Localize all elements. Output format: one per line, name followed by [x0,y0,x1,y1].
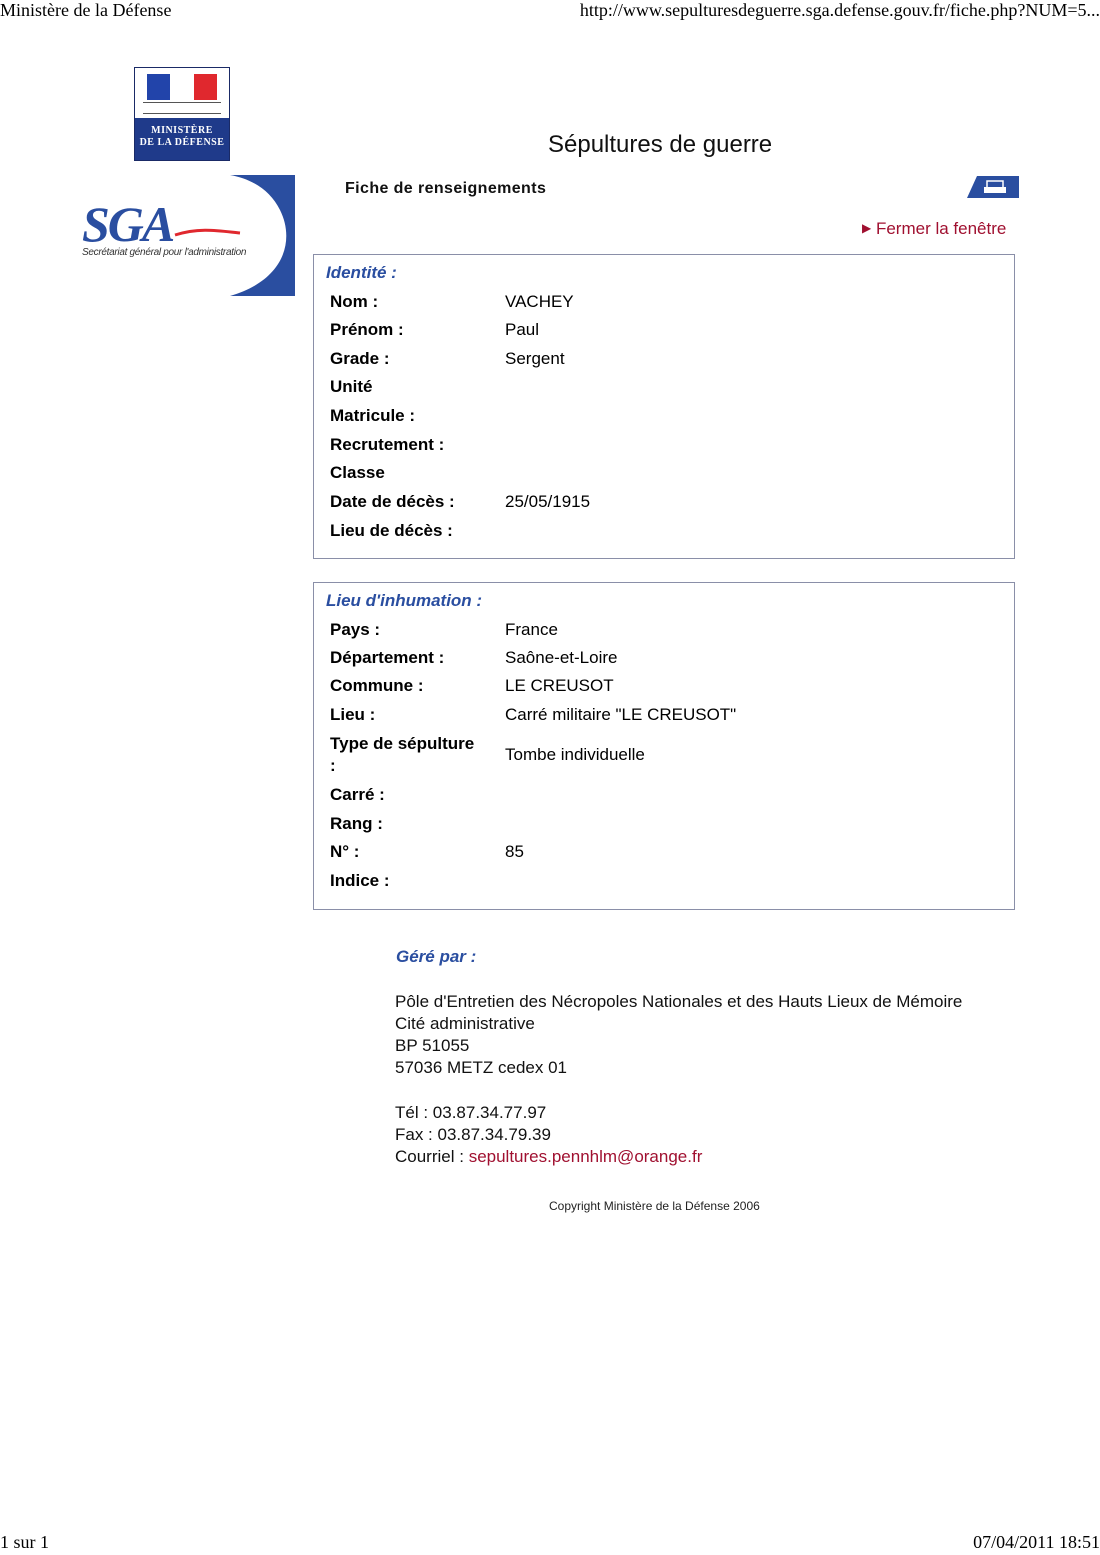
field-value: France [505,620,558,639]
field-value: Tombe individuelle [505,745,645,764]
sheet-title: Fiche de renseignements [345,180,547,197]
field-value: VACHEY [505,292,574,311]
field-label: Date de décès : [330,492,455,511]
address-line: BP 51055 [395,1036,470,1055]
field-label: Lieu : [330,705,376,724]
identity-box [313,254,1015,559]
field-value: 85 [505,842,524,861]
field-value: LE CREUSOT [505,676,614,695]
managed-by-heading: Géré par : [396,947,477,966]
field-label: Indice : [330,871,390,890]
field-value: Sergent [505,349,565,368]
field-label: Lieu de décès : [330,521,453,540]
sga-tagline: Secrétariat général pour l'administration [82,247,247,258]
field-label-continued: : [330,756,336,775]
printer-icon [967,176,1019,198]
field-label: Rang : [330,814,383,833]
print-footer-page: 1 sur 1 [0,1532,49,1552]
ministry-logo [134,67,230,161]
close-window-label: Fermer la fenêtre [875,219,1007,238]
copyright: Copyright Ministère de la Défense 2006 [549,1199,760,1213]
field-label: Carré : [330,785,385,804]
print-footer-datetime: 07/04/2011 18:51 [973,1532,1100,1552]
print-header-title: Ministère de la Défense [0,0,172,20]
phone-line: Tél : 03.87.34.77.97 [395,1103,547,1122]
email-link[interactable]: sepultures.pennhlm@orange.fr [468,1147,703,1166]
field-label: Matricule : [330,406,416,425]
field-label: Type de sépulture [330,734,475,753]
field-label: Nom : [330,292,379,311]
republic-motto-line [143,102,221,114]
fax-line: Fax : 03.87.34.79.39 [395,1125,551,1144]
field-label: Prénom : [330,320,404,339]
field-label: Pays : [330,620,381,639]
field-label: Département : [330,648,445,667]
identity-legend: Identité : [326,263,397,282]
field-value: Saône-et-Loire [505,648,618,667]
sga-mark: SGA [82,196,174,252]
field-value: Paul [505,320,540,339]
page-title: Sépultures de guerre [548,131,773,158]
field-label: Unité [330,377,373,396]
field-label: Commune : [330,676,424,695]
tricolor-flag-icon [147,74,217,100]
field-label: N° : [330,842,360,861]
print-button[interactable] [967,176,1019,198]
ministry-logo-text: MINISTÈRE DE LA DÉFENSE [135,118,229,160]
address-line: Pôle d'Entretien des Nécropoles Nationales et des Hauts Lieux de Mémoire [395,992,963,1011]
burial-legend: Lieu d'inhumation : [326,591,483,610]
field-value: 25/05/1915 [505,492,591,511]
field-label: Recrutement : [330,435,445,454]
field-value: Carré militaire "LE CREUSOT" [505,705,737,724]
close-window-link[interactable] [862,219,1006,239]
arrow-right-icon: ▶ [862,221,872,235]
field-label: Classe [330,463,385,482]
address-line: Cité administrative [395,1014,535,1033]
print-header-url: http://www.sepulturesdeguerre.sga.defense.gouv.fr/fiche.php?NUM=5... [579,0,1100,20]
sga-logo [80,175,295,296]
address-line: 57036 METZ cedex 01 [395,1058,567,1077]
field-label: Grade : [330,349,390,368]
burial-box [313,582,1015,910]
email-line [395,1147,702,1167]
email-label: Courriel : [395,1147,469,1166]
